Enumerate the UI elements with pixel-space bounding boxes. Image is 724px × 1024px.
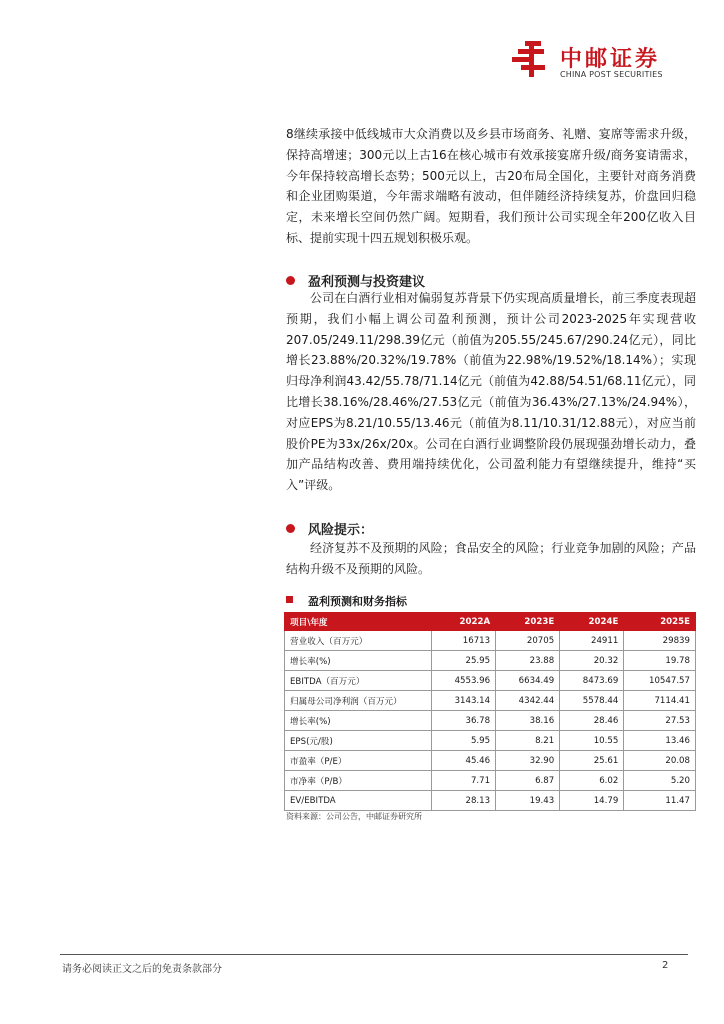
section-title: 盈利预测与投资建议 [308,275,426,290]
table-cell: 5.20 [624,771,696,791]
table-cell: 45.46 [432,751,496,771]
table-cell: 19.78 [624,651,696,671]
table-cell: 20.32 [560,651,624,671]
table-row [285,671,696,691]
table-cell: 7.71 [432,771,496,791]
table-row [285,631,696,651]
table-cell: 13.46 [624,731,696,751]
table-cell: 8473.69 [560,671,624,691]
table-row [285,791,696,811]
table-row [285,751,696,771]
table-cell: 增长率(%) [285,711,432,731]
table-cell: 25.61 [560,751,624,771]
table-cell: 14.79 [560,791,624,811]
section-title: 风险提示： [308,523,374,538]
bullet-dot-icon [286,524,295,533]
table-cell: 19.43 [496,791,560,811]
table-cell: 27.53 [624,711,696,731]
table-row [285,691,696,711]
column-header: 2022A [432,613,496,631]
paragraph-risk: 经济复苏不及预期的风险；食品安全的风险；行业竞争加剧的风险；产品结构升级不及预期的风险。 [286,541,696,576]
table-cell: EPS(元/股) [285,731,432,751]
table-source-note: 资料来源：公司公告，中邮证券研究所 [286,812,422,821]
table-caption-text: 盈利预测和财务指标 [308,595,407,608]
financial-forecast-table [284,612,696,811]
table-cell: 营业收入（百万元） [285,631,432,651]
column-header: 2024E [560,613,624,631]
table-cell: 24911 [560,631,624,651]
table-row [285,771,696,791]
table-cell: 28.46 [560,711,624,731]
column-header: 2023E [496,613,560,631]
table-cell: 8.21 [496,731,560,751]
table-cell: 16713 [432,631,496,651]
table-cell: 市净率（P/B） [285,771,432,791]
bullet-dot-icon [286,276,295,285]
table-cell: 38.16 [496,711,560,731]
table-cell: 23.88 [496,651,560,671]
table-cell: 32.90 [496,751,560,771]
square-bullet-icon [286,596,293,603]
table-cell: 7114.41 [624,691,696,711]
table-cell: 5.95 [432,731,496,751]
table-cell: 6.02 [560,771,624,791]
table-cell: 29839 [624,631,696,651]
table-cell: 20.08 [624,751,696,771]
footer-divider [60,954,688,955]
table-cell: 4553.96 [432,671,496,691]
table-cell: 20705 [496,631,560,651]
table-cell: 10.55 [560,731,624,751]
paragraph-product-strategy: 8继续承接中低线城市大众消费以及乡县市场商务、礼赠、宴席等需求升级，保持高增速；300元以上古16在核心城市有效承接宴席升级/商务宴请需求，今年保持较高增长态势；500元以上，古20布局全国化，主要针对商务消费和企业团购渠道，今年需求端略有波动，但伴随经济持续复苏，价盘回归稳定，未来增长空间仍然广阔。短期看，我们预计公司实现全年200亿收入目标、提前实现十四五规划积极乐观。 [286,127,696,245]
table-cell: 28.13 [432,791,496,811]
table-row [285,731,696,751]
table-cell: 归属母公司净利润（百万元） [285,691,432,711]
table-cell: 6634.49 [496,671,560,691]
table-cell: 6.87 [496,771,560,791]
column-header: 项目\年度 [285,613,432,631]
table-cell: 25.95 [432,651,496,671]
china-post-logo-icon [512,40,550,78]
table-cell: 3143.14 [432,691,496,711]
footer-disclaimer: 请务必阅读正文之后的免责条款部分 [62,964,222,975]
column-header: 2025E [624,613,696,631]
page-number: 2 [662,960,669,971]
table-cell: 5578.44 [560,691,624,711]
table-cell: 36.78 [432,711,496,731]
logo-english-name: CHINA POST SECURITIES [560,70,663,79]
table-cell: 10547.57 [624,671,696,691]
table-cell: 市盈率（P/E） [285,751,432,771]
table-cell: 4342.44 [496,691,560,711]
company-logo [512,40,702,82]
table-cell: EV/EBITDA [285,791,432,811]
paragraph-forecast: 公司在白酒行业相对偏弱复苏背景下仍实现高质量增长，前三季度表现超预期，我们小幅上调公司盈利预测，预计公司2023-2025年实现营收207.05/249.11/298.39亿元（前值为205.55/245.67/290.24亿元），同比增长23.88%/20.32%/19.78%（前值为22.98%/19.52%/18.14%）；实现归母净利润43.42/55.78/71.14亿元（前值为42.88/54.51/68.11亿元），同比增长38.16%/28.46%/27.53亿元（前值为36.43%/27.13%/24.94%），对应EPS为8.21/10.55/13.46元（前值为8.11/10.31/12.88元），对应当前股价PE为33x/26x/20x。公司在白酒行业调整阶段仍展现强劲增长动力，叠加产品结构改善、费用端持续优化，公司盈利能力有望继续提升，维持“买入”评级。 [286,291,696,493]
table-row [285,651,696,671]
table-cell: EBITDA（百万元） [285,671,432,691]
table-cell: 增长率(%) [285,651,432,671]
logo-chinese-name: 中邮证券 [560,47,661,72]
table-cell: 11.47 [624,791,696,811]
table-header-row [285,613,696,631]
table-row [285,711,696,731]
